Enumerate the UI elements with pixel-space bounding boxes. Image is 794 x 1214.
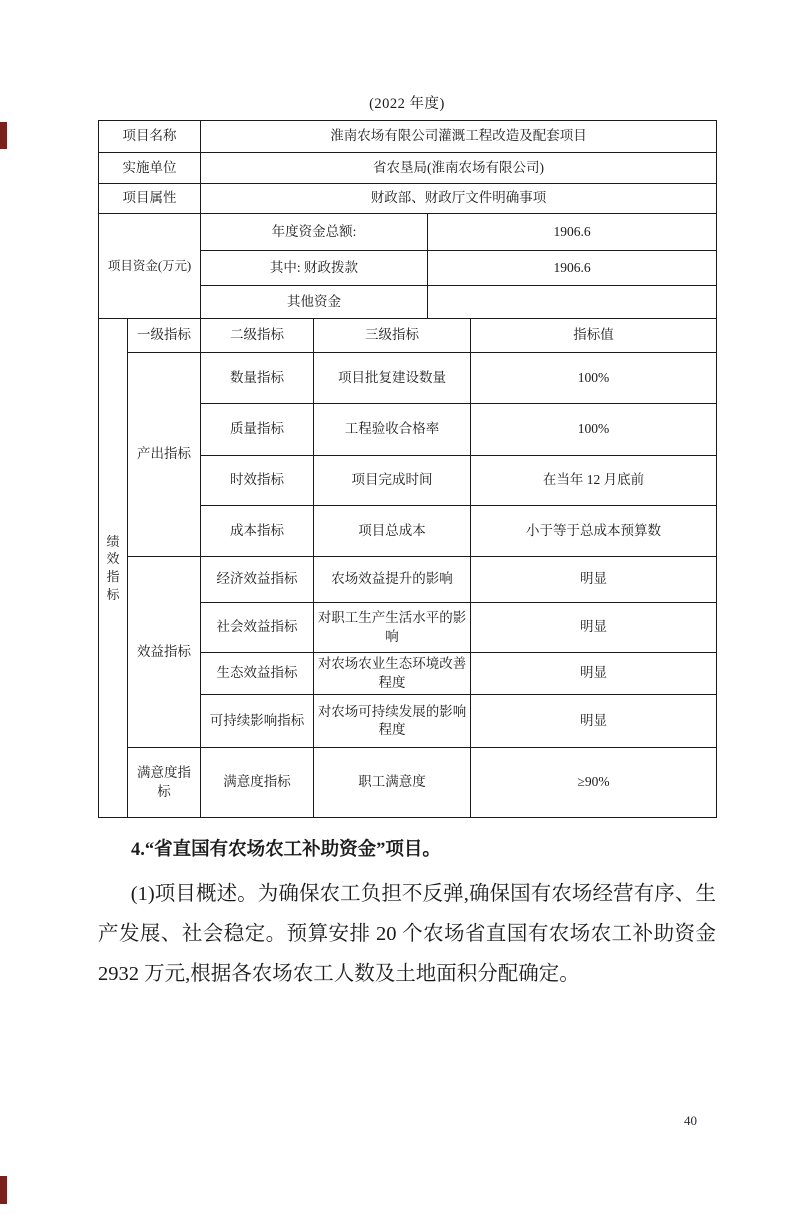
implementing-unit-label: 实施单位 xyxy=(99,153,201,184)
level2-cell: 满意度指标 xyxy=(201,748,314,818)
project-overview-paragraph: (1)项目概述。为确保农工负担不反弹,确保国有农场经营有序、生产发展、社会稳定。预算安排 20 个农场省直国有农场农工补助资金 2932 万元,根据各农场农工人数及土地面积分配确定。 xyxy=(98,883,716,985)
level2-cell: 质量指标 xyxy=(201,404,314,456)
project-name-label: 项目名称 xyxy=(99,121,201,153)
level3-cell: 对农场农业生态环境改善程度 xyxy=(314,653,471,695)
level3-cell: 对职工生产生活水平的影响 xyxy=(314,603,471,653)
indicator-value-cell: 明显 xyxy=(471,603,717,653)
indicator-value-cell: 小于等于总成本预算数 xyxy=(471,506,717,557)
scan-edge-mark-bottom xyxy=(0,1176,7,1204)
level3-cell: 项目批复建设数量 xyxy=(314,353,471,404)
performance-target-table xyxy=(98,120,717,818)
output-indicator-group-label: 产出指标 xyxy=(128,353,201,557)
indicator-value-cell: 明显 xyxy=(471,557,717,603)
fiscal-appropriation-label: 其中: 财政拨款 xyxy=(201,251,428,286)
document-page xyxy=(98,92,716,994)
header-level1: 一级指标 xyxy=(128,319,201,353)
performance-indicator-side-label: 绩效指标 xyxy=(99,319,128,818)
implementing-unit-value: 省农垦局(淮南农场有限公司) xyxy=(201,153,717,184)
indicator-value-cell: 100% xyxy=(471,404,717,456)
level3-cell: 项目总成本 xyxy=(314,506,471,557)
satisfaction-indicator-group-label: 满意度指标 xyxy=(128,748,201,818)
level3-cell: 对农场可持续发展的影响程度 xyxy=(314,695,471,748)
other-funds-label: 其他资金 xyxy=(201,286,428,319)
indicator-header-row xyxy=(99,319,717,353)
level3-cell: 农场效益提升的影响 xyxy=(314,557,471,603)
table-row xyxy=(99,153,717,184)
level3-cell: 职工满意度 xyxy=(314,748,471,818)
project-attribute-value: 财政部、财政厅文件明确事项 xyxy=(201,184,717,214)
annual-total-label: 年度资金总额: xyxy=(201,214,428,251)
header-level3: 三级指标 xyxy=(314,319,471,353)
table-row xyxy=(99,121,717,153)
annual-total-value: 1906.6 xyxy=(428,214,717,251)
level2-cell: 生态效益指标 xyxy=(201,653,314,695)
project-funding-label: 项目资金(万元) xyxy=(99,214,201,319)
indicator-value-cell: 明显 xyxy=(471,653,717,695)
table-row xyxy=(99,557,717,603)
level2-cell: 数量指标 xyxy=(201,353,314,404)
page-number: 40 xyxy=(684,1113,697,1128)
benefit-indicator-group-label: 效益指标 xyxy=(128,557,201,748)
table-row xyxy=(99,184,717,214)
header-level2: 二级指标 xyxy=(201,319,314,353)
level2-cell: 成本指标 xyxy=(201,506,314,557)
level2-cell: 经济效益指标 xyxy=(201,557,314,603)
section-heading: 4.“省直国有农场农工补助资金”项目。 xyxy=(131,840,441,860)
header-indicator-value: 指标值 xyxy=(471,319,717,353)
table-row xyxy=(99,214,717,251)
level2-cell: 时效指标 xyxy=(201,456,314,506)
level3-cell: 工程验收合格率 xyxy=(314,404,471,456)
level2-cell: 可持续影响指标 xyxy=(201,695,314,748)
scan-edge-mark-top xyxy=(0,122,7,149)
other-funds-value xyxy=(428,286,717,319)
project-attribute-label: 项目属性 xyxy=(99,184,201,214)
indicator-value-cell: ≥90% xyxy=(471,748,717,818)
level3-cell: 项目完成时间 xyxy=(314,456,471,506)
table-row xyxy=(99,748,717,818)
indicator-value-cell: 在当年 12 月底前 xyxy=(471,456,717,506)
document-year-title: (2022 年度) xyxy=(369,96,445,112)
level2-cell: 社会效益指标 xyxy=(201,603,314,653)
table-row xyxy=(99,353,717,404)
project-name-value: 淮南农场有限公司灌溉工程改造及配套项目 xyxy=(201,121,717,153)
fiscal-appropriation-value: 1906.6 xyxy=(428,251,717,286)
indicator-value-cell: 100% xyxy=(471,353,717,404)
indicator-value-cell: 明显 xyxy=(471,695,717,748)
